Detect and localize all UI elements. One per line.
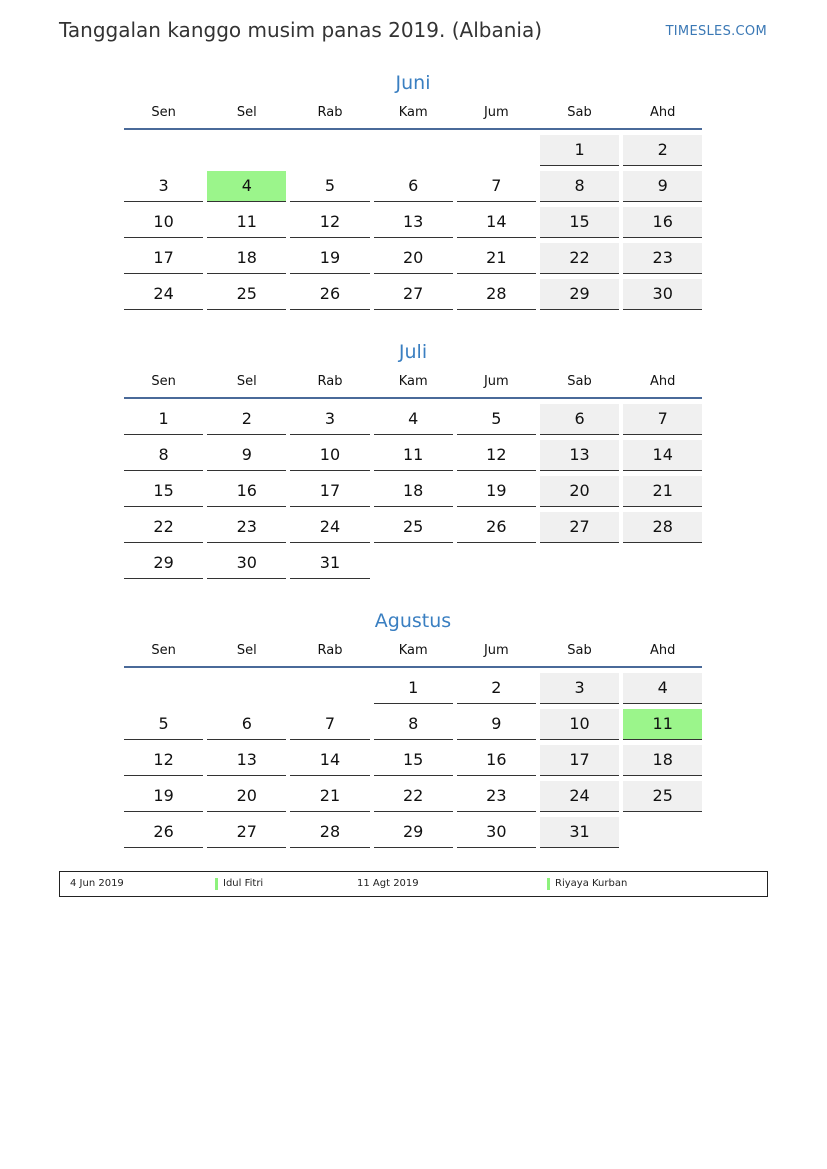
- day-cell: [122, 403, 205, 439]
- day-cell: [538, 744, 621, 780]
- day-cell: [205, 403, 288, 439]
- day-cell: [621, 744, 704, 780]
- day-cell: [372, 511, 455, 547]
- day-number: 31: [540, 817, 619, 848]
- weekday-label: Jum: [483, 374, 509, 389]
- day-number: 4: [207, 171, 286, 202]
- day-number: 17: [290, 476, 369, 507]
- day-cell: [122, 206, 205, 242]
- day-cell: [621, 206, 704, 242]
- day-number: 27: [540, 512, 619, 543]
- day-number: 13: [374, 207, 453, 238]
- day-cell: [288, 744, 371, 780]
- day-number: 21: [623, 476, 702, 507]
- day-number: [290, 673, 369, 703]
- day-number: 7: [623, 404, 702, 435]
- day-cell: [372, 708, 455, 744]
- day-number: 5: [124, 709, 203, 740]
- weekday-label: Jum: [483, 105, 509, 120]
- day-cell: [538, 708, 621, 744]
- day-number: [207, 673, 286, 703]
- day-cell: [372, 744, 455, 780]
- day-number: 29: [124, 548, 203, 579]
- day-number: 8: [124, 440, 203, 471]
- weekday-label: Rab: [317, 105, 343, 120]
- day-cell: [538, 672, 621, 708]
- day-cell: [538, 511, 621, 547]
- day-number: 14: [623, 440, 702, 471]
- page-title: Tanggalan kanggo musim panas 2019. (Albania): [59, 18, 543, 42]
- weekday-label: Ahd: [650, 643, 676, 658]
- day-number: 4: [623, 673, 702, 704]
- day-grid: [122, 672, 704, 852]
- day-cell: [205, 511, 288, 547]
- month-title: Agustus: [374, 610, 452, 632]
- day-cell: [288, 170, 371, 206]
- day-number: 18: [207, 243, 286, 274]
- day-number: 8: [374, 709, 453, 740]
- day-number: 20: [207, 781, 286, 812]
- day-cell: [455, 170, 538, 206]
- month-calendar: [122, 70, 704, 314]
- day-cell: [122, 547, 205, 583]
- day-number: 24: [540, 781, 619, 812]
- holiday-legend: [59, 871, 768, 897]
- day-cell: [538, 439, 621, 475]
- day-number: 31: [290, 548, 369, 579]
- empty-day-cell: [621, 816, 704, 852]
- month-title: Juli: [398, 341, 428, 363]
- day-grid: [122, 134, 704, 314]
- empty-day-cell: [621, 547, 704, 583]
- empty-day-cell: [288, 134, 371, 170]
- day-cell: [122, 278, 205, 314]
- day-cell: [621, 242, 704, 278]
- weekday-label: Sel: [236, 643, 257, 658]
- day-number: 3: [540, 673, 619, 704]
- empty-day-cell: [205, 134, 288, 170]
- day-cell: [205, 816, 288, 852]
- day-cell: [372, 780, 455, 816]
- legend-holiday-name: Riyaya Kurban: [555, 878, 628, 889]
- day-cell: [288, 403, 371, 439]
- day-cell: [455, 206, 538, 242]
- weekday-label: Kam: [398, 105, 428, 120]
- day-number: 23: [457, 781, 536, 812]
- empty-day-cell: [455, 547, 538, 583]
- day-cell: [205, 744, 288, 780]
- day-number: 22: [374, 781, 453, 812]
- day-number: 24: [124, 279, 203, 310]
- day-cell: [372, 278, 455, 314]
- day-grid: [122, 403, 704, 583]
- day-cell: [288, 278, 371, 314]
- day-cell: [621, 439, 704, 475]
- day-cell: [372, 242, 455, 278]
- day-number: 26: [290, 279, 369, 310]
- weekday-label: Sen: [151, 374, 176, 389]
- day-number: [207, 135, 286, 165]
- weekday-label: Sel: [236, 374, 257, 389]
- month-title: Juni: [395, 72, 431, 94]
- day-number: 2: [623, 135, 702, 166]
- weekday-label: Kam: [398, 374, 428, 389]
- legend-holiday-name: Idul Fitri: [223, 878, 264, 889]
- day-number: [623, 548, 702, 578]
- day-cell: [288, 475, 371, 511]
- day-cell: [205, 475, 288, 511]
- day-cell: [372, 475, 455, 511]
- day-number: [374, 548, 453, 578]
- day-number: 1: [124, 404, 203, 435]
- day-number: 6: [207, 709, 286, 740]
- day-number: 5: [290, 171, 369, 202]
- day-cell: [621, 780, 704, 816]
- day-cell: [538, 242, 621, 278]
- day-cell: [288, 206, 371, 242]
- day-number: 9: [457, 709, 536, 740]
- day-number: 25: [623, 781, 702, 812]
- day-number: 29: [374, 817, 453, 848]
- day-cell: [455, 672, 538, 708]
- day-number: 1: [374, 673, 453, 704]
- day-number: 30: [623, 279, 702, 310]
- legend-color-marker: [547, 878, 550, 890]
- day-number: [124, 673, 203, 703]
- day-number: 19: [290, 243, 369, 274]
- day-cell: [538, 206, 621, 242]
- day-cell: [288, 511, 371, 547]
- day-number: 11: [374, 440, 453, 471]
- day-number: [623, 817, 702, 847]
- day-cell: [372, 170, 455, 206]
- day-cell: [372, 672, 455, 708]
- day-cell: [621, 278, 704, 314]
- day-number: 10: [290, 440, 369, 471]
- day-number: 11: [623, 709, 702, 740]
- header-divider: [124, 666, 702, 668]
- day-number: [457, 548, 536, 578]
- day-number: 22: [540, 243, 619, 274]
- day-number: 2: [207, 404, 286, 435]
- day-cell: [288, 547, 371, 583]
- day-number: 29: [540, 279, 619, 310]
- day-cell: [205, 708, 288, 744]
- day-number: 30: [207, 548, 286, 579]
- day-number: 26: [124, 817, 203, 848]
- day-number: 16: [457, 745, 536, 776]
- day-number: 20: [374, 243, 453, 274]
- day-number: 30: [457, 817, 536, 848]
- day-cell: [372, 816, 455, 852]
- day-number: 17: [540, 745, 619, 776]
- day-cell: [372, 439, 455, 475]
- day-number: 3: [290, 404, 369, 435]
- header-divider: [124, 128, 702, 130]
- header-divider: [124, 397, 702, 399]
- day-number: 16: [623, 207, 702, 238]
- day-number: 10: [124, 207, 203, 238]
- day-number: 3: [124, 171, 203, 202]
- day-cell: [122, 744, 205, 780]
- day-cell: [455, 242, 538, 278]
- day-number: 7: [290, 709, 369, 740]
- day-cell: [372, 403, 455, 439]
- day-number: 23: [207, 512, 286, 543]
- month-calendar: [122, 339, 704, 583]
- weekday-label: Sab: [567, 643, 592, 658]
- day-number: 12: [124, 745, 203, 776]
- day-number: 15: [540, 207, 619, 238]
- legend-color-marker: [215, 878, 218, 890]
- day-number: 12: [457, 440, 536, 471]
- weekday-label: Jum: [483, 643, 509, 658]
- day-cell: [538, 403, 621, 439]
- day-cell: [122, 170, 205, 206]
- weekday-label: Sab: [567, 105, 592, 120]
- day-cell: [288, 780, 371, 816]
- day-cell: [455, 278, 538, 314]
- day-cell: [288, 439, 371, 475]
- day-cell: [122, 780, 205, 816]
- day-number: 28: [623, 512, 702, 543]
- weekday-label: Rab: [317, 374, 343, 389]
- weekday-header: [122, 642, 704, 666]
- day-cell: [122, 439, 205, 475]
- day-cell: [205, 242, 288, 278]
- day-cell: [455, 744, 538, 780]
- day-number: 19: [457, 476, 536, 507]
- empty-day-cell: [372, 547, 455, 583]
- weekday-label: Kam: [398, 643, 428, 658]
- day-cell: [621, 672, 704, 708]
- day-number: 18: [623, 745, 702, 776]
- weekday-header: [122, 373, 704, 397]
- day-cell: [122, 475, 205, 511]
- day-cell: [205, 439, 288, 475]
- day-number: 25: [374, 512, 453, 543]
- weekday-label: Ahd: [650, 105, 676, 120]
- legend-date: 4 Jun 2019: [70, 878, 124, 889]
- day-number: 26: [457, 512, 536, 543]
- day-number: 13: [207, 745, 286, 776]
- day-cell: [122, 708, 205, 744]
- day-number: 5: [457, 404, 536, 435]
- brand-link[interactable]: TIMESLES.COM: [665, 24, 767, 39]
- day-cell: [621, 708, 704, 744]
- weekday-label: Sen: [151, 105, 176, 120]
- day-cell: [372, 206, 455, 242]
- day-cell: [538, 134, 621, 170]
- day-number: 9: [623, 171, 702, 202]
- day-number: 27: [207, 817, 286, 848]
- empty-day-cell: [372, 134, 455, 170]
- day-cell: [621, 511, 704, 547]
- day-number: 28: [290, 817, 369, 848]
- day-cell: [288, 242, 371, 278]
- day-number: [540, 548, 619, 578]
- empty-day-cell: [205, 672, 288, 708]
- day-number: 22: [124, 512, 203, 543]
- day-number: 4: [374, 404, 453, 435]
- day-number: 6: [540, 404, 619, 435]
- day-cell: [455, 475, 538, 511]
- day-number: 23: [623, 243, 702, 274]
- day-number: [124, 135, 203, 165]
- day-number: 28: [457, 279, 536, 310]
- day-cell: [621, 170, 704, 206]
- day-number: 6: [374, 171, 453, 202]
- day-cell: [288, 816, 371, 852]
- day-number: 21: [457, 243, 536, 274]
- day-number: [374, 135, 453, 165]
- day-number: 24: [290, 512, 369, 543]
- day-number: 15: [124, 476, 203, 507]
- day-cell: [538, 780, 621, 816]
- day-number: 1: [540, 135, 619, 166]
- day-cell: [455, 439, 538, 475]
- empty-day-cell: [455, 134, 538, 170]
- day-cell: [455, 511, 538, 547]
- legend-date: 11 Agt 2019: [357, 878, 419, 889]
- day-number: 11: [207, 207, 286, 238]
- day-number: 25: [207, 279, 286, 310]
- day-cell: [538, 170, 621, 206]
- month-calendar: [122, 608, 704, 852]
- weekday-label: Sab: [567, 374, 592, 389]
- day-number: 21: [290, 781, 369, 812]
- day-number: 13: [540, 440, 619, 471]
- weekday-label: Sen: [151, 643, 176, 658]
- day-cell: [205, 278, 288, 314]
- day-cell: [205, 780, 288, 816]
- day-cell: [288, 708, 371, 744]
- day-number: 2: [457, 673, 536, 704]
- day-cell: [621, 475, 704, 511]
- day-number: 7: [457, 171, 536, 202]
- weekday-label: Ahd: [650, 374, 676, 389]
- empty-day-cell: [288, 672, 371, 708]
- day-number: 8: [540, 171, 619, 202]
- day-number: [457, 135, 536, 165]
- day-cell: [455, 816, 538, 852]
- day-number: 14: [457, 207, 536, 238]
- empty-day-cell: [122, 672, 205, 708]
- day-cell: [538, 816, 621, 852]
- day-number: 10: [540, 709, 619, 740]
- day-cell: [538, 278, 621, 314]
- weekday-header: [122, 104, 704, 128]
- day-number: 18: [374, 476, 453, 507]
- day-number: 16: [207, 476, 286, 507]
- weekday-label: Sel: [236, 105, 257, 120]
- day-cell: [122, 816, 205, 852]
- day-number: 27: [374, 279, 453, 310]
- day-cell: [122, 511, 205, 547]
- day-cell: [621, 403, 704, 439]
- empty-day-cell: [538, 547, 621, 583]
- day-number: 15: [374, 745, 453, 776]
- day-cell: [205, 547, 288, 583]
- day-number: 14: [290, 745, 369, 776]
- day-cell: [455, 403, 538, 439]
- day-number: [290, 135, 369, 165]
- day-number: 20: [540, 476, 619, 507]
- day-cell: [205, 170, 288, 206]
- day-cell: [205, 206, 288, 242]
- day-cell: [538, 475, 621, 511]
- day-cell: [455, 780, 538, 816]
- day-cell: [455, 708, 538, 744]
- day-cell: [122, 242, 205, 278]
- day-number: 9: [207, 440, 286, 471]
- day-number: 19: [124, 781, 203, 812]
- weekday-label: Rab: [317, 643, 343, 658]
- day-cell: [621, 134, 704, 170]
- empty-day-cell: [122, 134, 205, 170]
- day-number: 17: [124, 243, 203, 274]
- day-number: 12: [290, 207, 369, 238]
